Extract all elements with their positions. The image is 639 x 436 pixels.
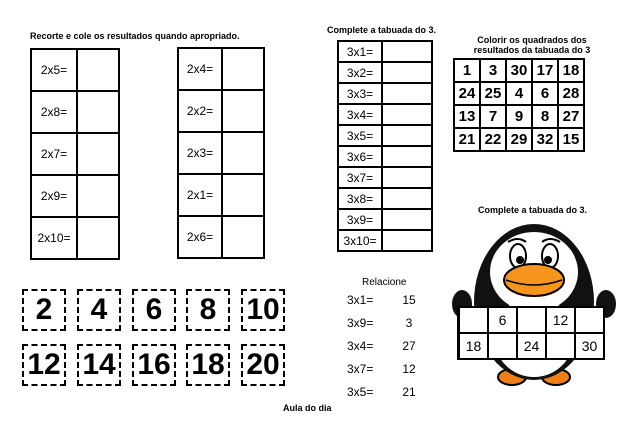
number-card[interactable]: 4 <box>77 289 121 331</box>
colorir-row <box>454 59 584 82</box>
answer-box[interactable] <box>382 188 432 209</box>
relacione-equation: 3x5= <box>347 385 374 399</box>
penguin-title: Complete a tabuada do 3. <box>478 205 588 215</box>
equation-label: 2x2= <box>178 90 222 132</box>
number-card[interactable]: 6 <box>132 289 176 331</box>
table-row <box>338 146 432 167</box>
relacione-equation: 3x1= <box>347 293 374 307</box>
equation-label: 3x5= <box>338 125 382 146</box>
table-row <box>338 104 432 125</box>
table-row <box>338 209 432 230</box>
colorir-square[interactable]: 17 <box>532 59 558 82</box>
penguin-square[interactable] <box>488 333 517 359</box>
table-row <box>31 175 119 217</box>
relacione-equation: 3x9= <box>347 316 374 330</box>
table-row <box>338 167 432 188</box>
answer-box[interactable] <box>222 216 264 258</box>
equation-label: 3x9= <box>338 209 382 230</box>
answer-box[interactable] <box>77 133 119 175</box>
table-row <box>178 132 264 174</box>
penguin-square[interactable] <box>517 307 546 333</box>
answer-box[interactable] <box>77 91 119 133</box>
equation-label: 2x6= <box>178 216 222 258</box>
penguin-square[interactable]: 24 <box>517 333 546 359</box>
answer-box[interactable] <box>77 49 119 91</box>
table-row <box>178 90 264 132</box>
colorir-square[interactable]: 25 <box>480 82 506 105</box>
penguin-square[interactable]: 6 <box>488 307 517 333</box>
penguin-illustration <box>440 212 630 392</box>
number-card[interactable]: 20 <box>241 344 285 386</box>
equation-label: 2x1= <box>178 174 222 216</box>
equation-label: 3x7= <box>338 167 382 188</box>
answer-box[interactable] <box>382 167 432 188</box>
relacione-result: 3 <box>405 316 413 330</box>
number-card[interactable]: 2 <box>22 289 66 331</box>
colorir-square[interactable]: 9 <box>506 105 532 128</box>
colorir-title-line1: Colorir os quadrados dos <box>477 35 587 45</box>
equation-label: 3x10= <box>338 230 382 251</box>
colorir-square[interactable]: 7 <box>480 105 506 128</box>
colorir-title <box>462 35 602 55</box>
number-card[interactable]: 10 <box>241 289 285 331</box>
number-card[interactable]: 18 <box>186 344 230 386</box>
answer-box[interactable] <box>222 48 264 90</box>
table-row <box>338 62 432 83</box>
answer-box[interactable] <box>382 62 432 83</box>
answer-box[interactable] <box>382 83 432 104</box>
table-row <box>31 91 119 133</box>
penguin-square[interactable]: 18 <box>459 333 488 359</box>
answer-box[interactable] <box>222 132 264 174</box>
relacione-equation: 3x7= <box>347 362 374 376</box>
equation-label: 2x8= <box>31 91 77 133</box>
cut-paste-title: Recorte e cole os resultados quando apropriado. <box>30 31 240 41</box>
colorir-row <box>454 82 584 105</box>
table-row <box>178 216 264 258</box>
colorir-row <box>454 128 584 151</box>
penguin-square[interactable]: 30 <box>575 333 604 359</box>
colorir-square[interactable]: 24 <box>454 82 480 105</box>
equation-label: 3x6= <box>338 146 382 167</box>
equation-label: 3x3= <box>338 83 382 104</box>
equation-label: 2x7= <box>31 133 77 175</box>
equation-label: 3x2= <box>338 62 382 83</box>
answer-box[interactable] <box>382 125 432 146</box>
colorir-square[interactable]: 8 <box>532 105 558 128</box>
relacione-result: 15 <box>402 293 416 307</box>
footer-label: Aula do dia <box>283 403 332 413</box>
penguin-square[interactable] <box>459 307 488 333</box>
colorir-square[interactable]: 6 <box>532 82 558 105</box>
colorir-square[interactable]: 18 <box>558 59 584 82</box>
answer-box[interactable] <box>222 90 264 132</box>
equation-label: 2x5= <box>31 49 77 91</box>
table-row <box>178 48 264 90</box>
relacione-result: 12 <box>402 362 416 376</box>
colorir-square[interactable]: 29 <box>506 128 532 151</box>
penguin-square[interactable]: 12 <box>546 307 575 333</box>
colorir-square[interactable]: 28 <box>558 82 584 105</box>
number-card[interactable]: 8 <box>186 289 230 331</box>
answer-box[interactable] <box>77 175 119 217</box>
table-row <box>178 174 264 216</box>
answer-box[interactable] <box>382 230 432 251</box>
colorir-square[interactable]: 15 <box>558 128 584 151</box>
colorir-square[interactable]: 30 <box>506 59 532 82</box>
table-row <box>338 188 432 209</box>
table-2x-col2 <box>177 47 265 259</box>
relacione-equation: 3x4= <box>347 339 374 353</box>
table-row <box>338 83 432 104</box>
colorir-square[interactable]: 13 <box>454 105 480 128</box>
colorir-square[interactable]: 4 <box>506 82 532 105</box>
equation-label: 3x1= <box>338 41 382 62</box>
tabuada3-title: Complete a tabuada do 3. <box>327 25 437 35</box>
colorir-square[interactable]: 32 <box>532 128 558 151</box>
answer-box[interactable] <box>222 174 264 216</box>
colorir-title-line2: resultados da tabuada do 3 <box>473 45 591 55</box>
equation-label: 3x4= <box>338 104 382 125</box>
equation-label: 2x4= <box>178 48 222 90</box>
answer-box[interactable] <box>382 104 432 125</box>
number-card[interactable]: 16 <box>132 344 176 386</box>
relacione-result: 21 <box>402 385 416 399</box>
answer-box[interactable] <box>382 209 432 230</box>
table-row <box>338 41 432 62</box>
table-row <box>31 49 119 91</box>
table-row <box>31 133 119 175</box>
relacione-result: 27 <box>402 339 416 353</box>
colorir-square[interactable]: 27 <box>558 105 584 128</box>
colorir-square[interactable]: 22 <box>480 128 506 151</box>
number-card[interactable]: 14 <box>77 344 121 386</box>
equation-label: 2x10= <box>31 217 77 259</box>
table-row <box>338 125 432 146</box>
relacione-title: Relacione <box>362 277 407 288</box>
answer-box[interactable] <box>77 217 119 259</box>
colorir-square[interactable]: 1 <box>454 59 480 82</box>
colorir-square[interactable]: 3 <box>480 59 506 82</box>
equation-label: 2x9= <box>31 175 77 217</box>
colorir-grid <box>453 58 585 152</box>
table-row <box>338 230 432 251</box>
tabuada3-table <box>337 40 433 252</box>
answer-box[interactable] <box>382 41 432 62</box>
penguin-square[interactable] <box>575 307 604 333</box>
equation-label: 2x3= <box>178 132 222 174</box>
equation-label: 3x8= <box>338 188 382 209</box>
table-2x-col1 <box>30 48 120 260</box>
colorir-row <box>454 105 584 128</box>
colorir-square[interactable]: 21 <box>454 128 480 151</box>
number-card[interactable]: 12 <box>22 344 66 386</box>
penguin-square[interactable] <box>546 333 575 359</box>
answer-box[interactable] <box>382 146 432 167</box>
table-row <box>31 217 119 259</box>
